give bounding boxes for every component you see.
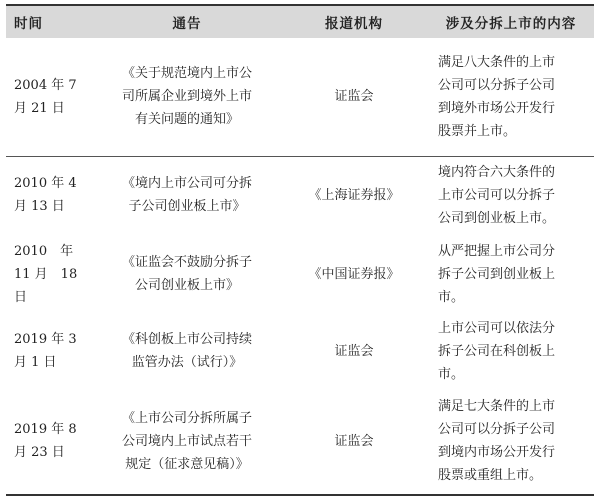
table-body (6, 38, 594, 494)
cell-notice (94, 156, 280, 234)
cell-org: 证监会 (334, 343, 374, 359)
cell-org: 证监会 (334, 89, 374, 105)
cell-line: 2010 年 (14, 243, 74, 259)
cell-org: 《上海证券报》 (280, 156, 428, 234)
cell-line: 上市公司可以依法分 (438, 320, 556, 336)
table-row (6, 156, 594, 234)
cell-line: 满足八大条件的上市 (438, 54, 556, 70)
cell-line: 《关于规范境内上市公 (121, 66, 252, 82)
cell-line: 股票或重组上市。 (438, 468, 543, 483)
cell-line: 境内符合六大条件的 (438, 164, 556, 180)
cell-line: 子公司创业板上市》 (128, 199, 246, 215)
cell-line: 股票并上市。 (438, 123, 517, 139)
cell-org: 《中国证券报》 (308, 266, 400, 282)
header-row (6, 6, 594, 38)
cell-content (428, 314, 594, 388)
cell-time (6, 234, 94, 314)
cell-time (6, 38, 94, 156)
cell-line: 月 13 日 (14, 199, 65, 215)
cell-line: 市。 (438, 289, 465, 305)
cell-time (6, 156, 94, 234)
cell-line: 到境外市场公开发行 (438, 100, 556, 116)
cell-notice (94, 388, 280, 494)
cell-line: 《境内上市公司可分拆 (121, 176, 252, 192)
table-row (6, 38, 594, 156)
cell-line: 公司境内上市试点若干 (121, 433, 252, 449)
header-content: 涉及分拆上市的内容 (428, 6, 594, 38)
cell-time (6, 388, 94, 494)
cell-line: 从严把握上市公司分 (438, 243, 556, 259)
cell-line: 11 月 18 (14, 266, 78, 282)
cell-line: 监管办法（试行）》 (131, 355, 243, 370)
header-notice: 通告 (94, 6, 280, 38)
cell-line: 2019 年 8 (14, 422, 77, 437)
cell-line: 公司到创业板上市。 (438, 210, 556, 226)
cell-notice (94, 234, 280, 314)
cell-line: 到境内市场公开发行 (438, 445, 556, 460)
cell-notice (94, 38, 280, 156)
table-row (6, 314, 594, 388)
cell-line: 2010 年 4 (14, 176, 77, 192)
header-org: 报道机构 (280, 6, 428, 38)
cell-line: 满足七大条件的上市 (438, 399, 556, 414)
cell-line: 《科创板上市公司持续 (121, 332, 252, 347)
cell-line: 公司创业板上市》 (134, 278, 239, 293)
cell-line: 月 23 日 (14, 445, 65, 460)
policy-table (6, 6, 594, 494)
table-row (6, 388, 594, 494)
cell-content (428, 234, 594, 314)
table-row (6, 234, 594, 314)
cell-line: 有关问题的通知》 (134, 112, 239, 128)
cell-line: 月 1 日 (14, 355, 57, 370)
cell-line: 公司可以分拆子公司 (438, 422, 556, 437)
cell-line: 市。 (438, 366, 465, 382)
cell-line: 《证监会不鼓励分拆子 (121, 255, 252, 270)
cell-line: 规定（征求意见稿）》 (125, 456, 249, 472)
cell-line: 2004 年 7 (14, 77, 77, 93)
cell-line: 日 (14, 289, 28, 305)
cell-line: 拆子公司在科创板上 (438, 343, 556, 359)
cell-line: 公司可以分拆子公司 (438, 77, 556, 93)
table-header (6, 6, 594, 38)
cell-content (428, 156, 594, 234)
cell-notice (94, 314, 280, 388)
cell-line: 2019 年 3 (14, 332, 77, 347)
cell-line: 上市公司可以分拆子 (438, 187, 556, 203)
header-time: 时间 (6, 6, 94, 38)
cell-line: 拆子公司到创业板上 (438, 266, 556, 282)
cell-line: 《上市公司分拆所属子 (121, 410, 252, 426)
cell-content (428, 38, 594, 156)
cell-org: 证监会 (334, 433, 374, 449)
cell-time (6, 314, 94, 388)
cell-line: 月 21 日 (14, 100, 65, 116)
cell-content (428, 388, 594, 494)
cell-line: 司所属企业到境外上市 (121, 89, 252, 105)
policy-table-container (6, 4, 594, 496)
